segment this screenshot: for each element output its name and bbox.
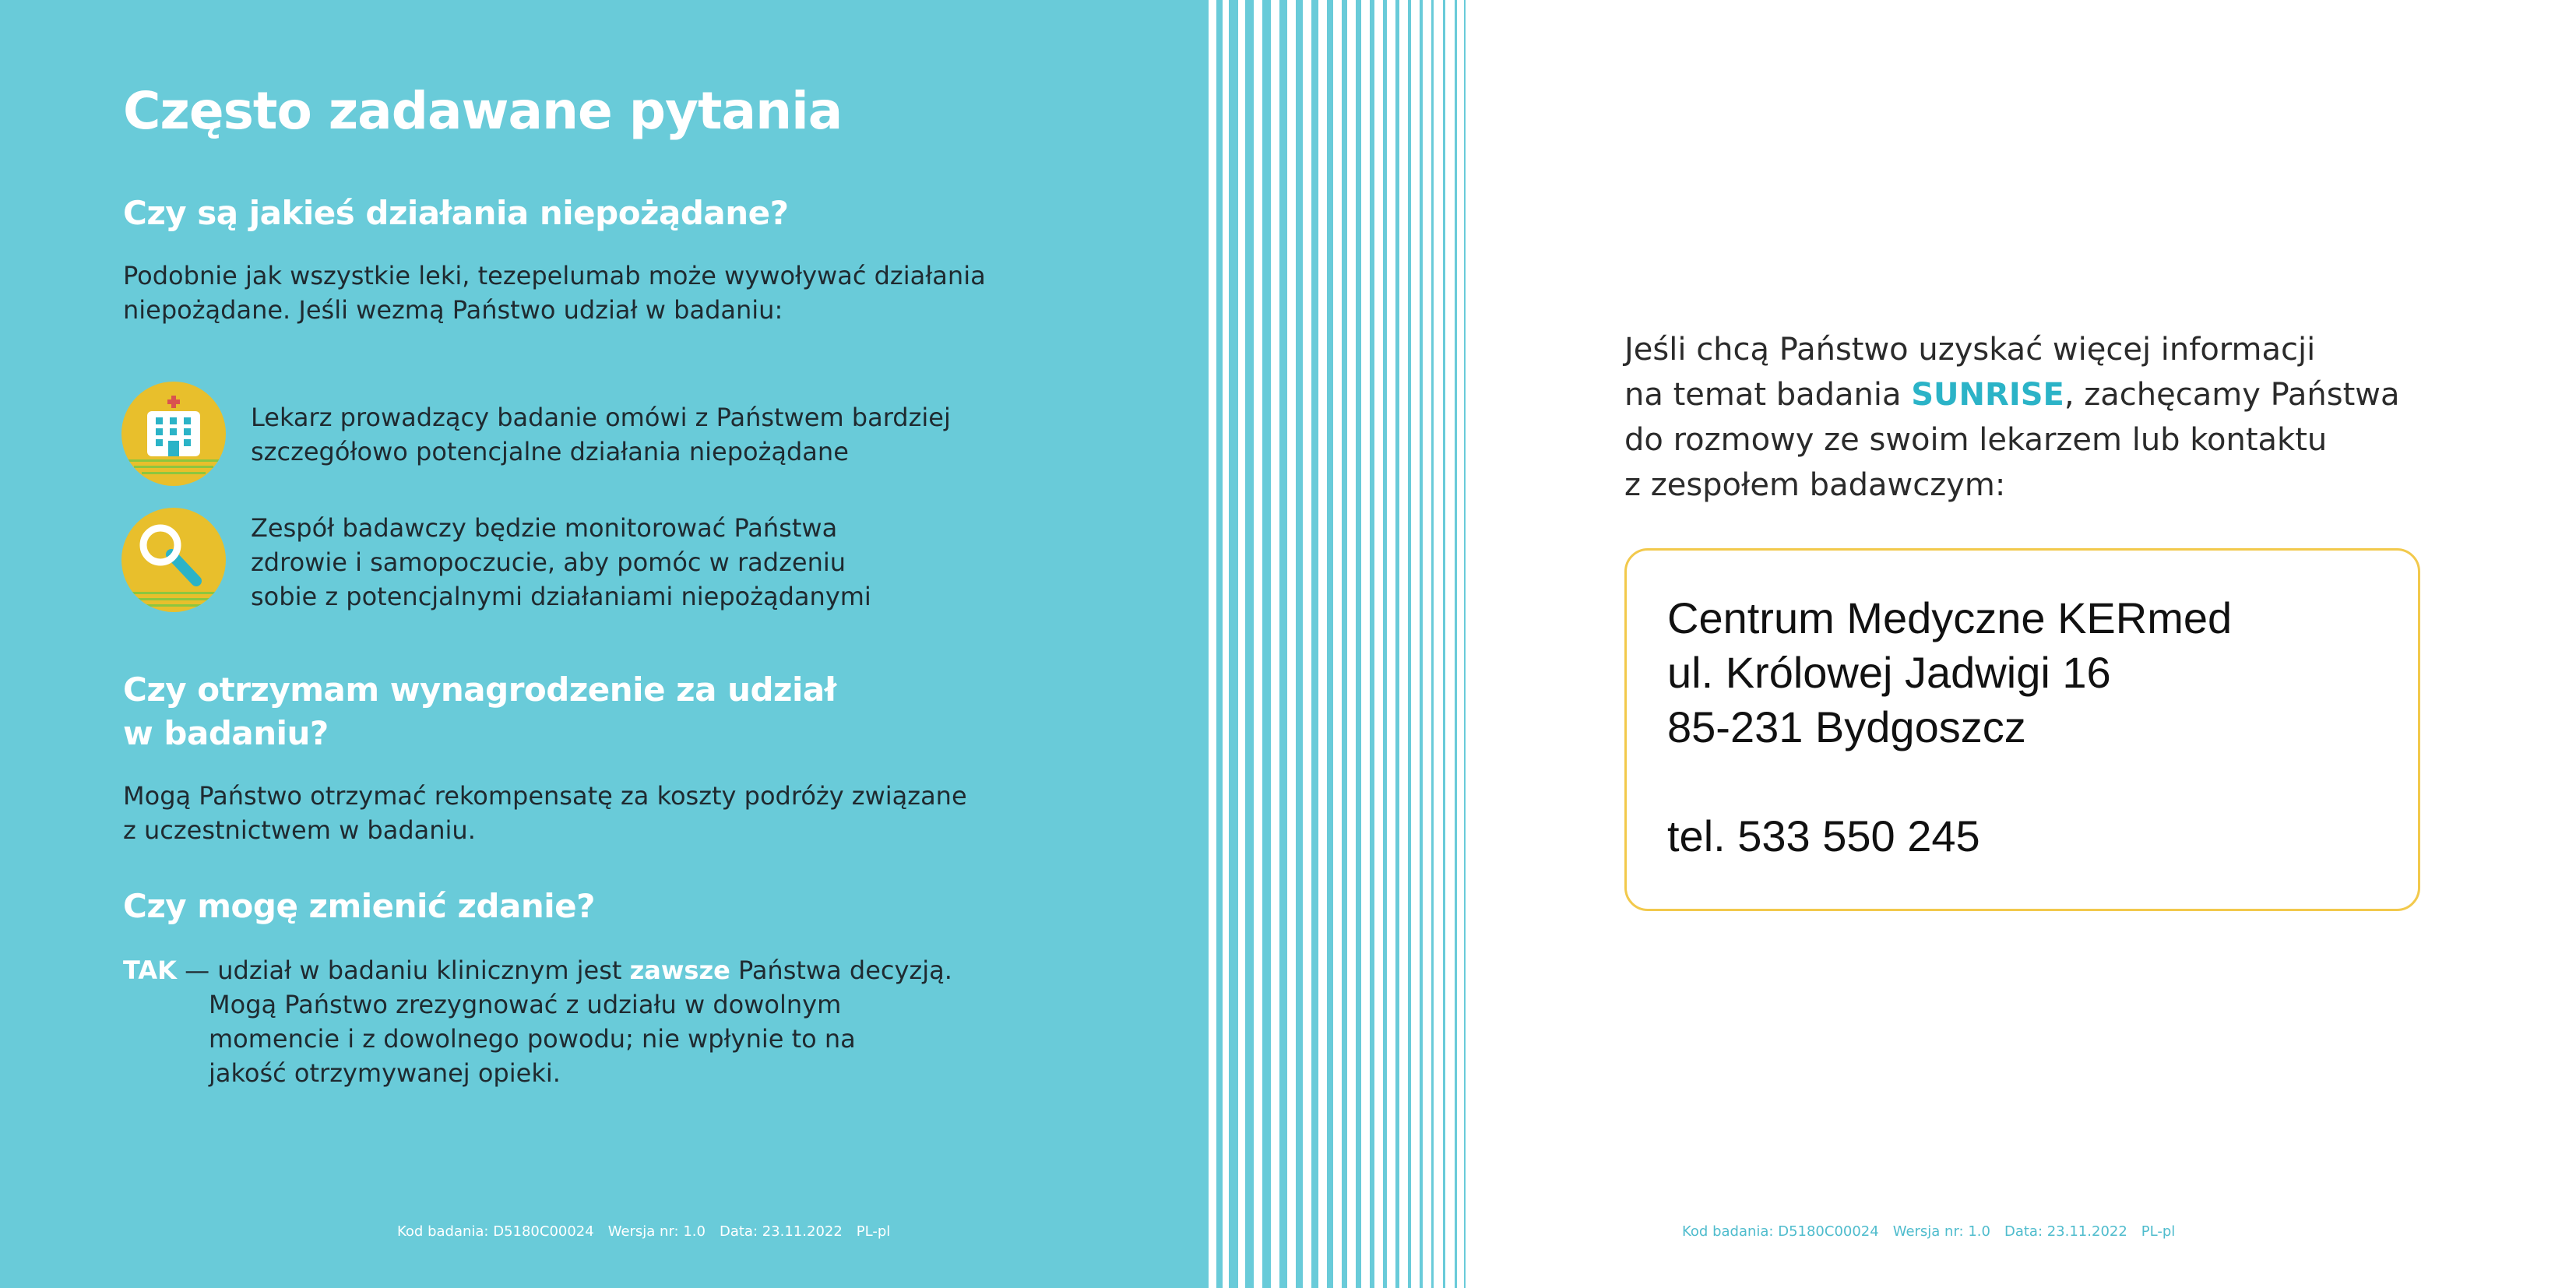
- footer-left: [397, 1223, 904, 1240]
- contact-city: 85-231 Bydgoszcz: [1667, 702, 2026, 751]
- footer-date: Data: 23.11.2022: [2004, 1223, 2127, 1240]
- answer-line: Mogą Państwo otrzymać rekompensatę za koszty podróży związane: [123, 781, 967, 811]
- info-paragraph: [1624, 327, 2400, 508]
- list-item-line: zdrowie i samopoczucie, aby pomóc w radzeniu: [251, 547, 846, 577]
- study-name-highlight: SUNRISE: [1911, 377, 2064, 413]
- answer-emphasis: zawsze: [629, 955, 730, 985]
- answer-text: Państwa decyzją.: [730, 955, 952, 985]
- answer-line: Mogą Państwo zrezygnować z udziału w dowolnym: [209, 990, 842, 1019]
- answer-first-line: [123, 953, 952, 987]
- info-line: do rozmowy ze swoim lekarzem lub kontaktu: [1624, 422, 2328, 458]
- hospital-icon: [121, 382, 229, 489]
- list-item-line: Zespół badawczy będzie monitorować Państwa: [251, 513, 838, 543]
- info-line: Jeśli chcą Państwo uzyskać więcej informacji: [1624, 332, 2316, 368]
- contact-box: [1624, 548, 2420, 911]
- contact-name: Centrum Medyczne KERmed: [1667, 593, 2233, 642]
- info-line: , zachęcamy Państwa: [2064, 377, 2400, 413]
- info-line: z zespołem badawczym:: [1624, 467, 2006, 503]
- footer-version: Wersja nr: 1.0: [607, 1223, 706, 1240]
- yes-label: TAK: [123, 955, 177, 985]
- footer-study-code: Kod badania: D5180C00024: [397, 1223, 594, 1240]
- question-change-mind: Czy mogę zmienić zdanie?: [123, 887, 595, 925]
- dash: —: [176, 955, 218, 985]
- answer-line: momencie i z dowolnego powodu; nie wpłynie to na: [209, 1024, 856, 1054]
- footer-right: [1682, 1223, 2189, 1240]
- magnifier-icon: [121, 508, 229, 615]
- list-item-line: szczegółowo potencjalne działania niepożądane: [251, 437, 849, 466]
- footer-version: Wersja nr: 1.0: [1892, 1223, 1990, 1240]
- footer-study-code: Kod badania: D5180C00024: [1682, 1223, 1879, 1240]
- answer-text: udział w badaniu klinicznym jest: [217, 955, 630, 985]
- footer-locale: PL-pl: [856, 1223, 891, 1240]
- answer-line: z uczestnictwem w badaniu.: [123, 815, 476, 845]
- question-side-effects: Czy są jakieś działania niepożądane?: [123, 194, 789, 232]
- list-item-line: Lekarz prowadzący badanie omówi z Państwem bardziej: [251, 403, 951, 432]
- list-item-line: sobie z potencjalnymi działaniami niepożądanymi: [251, 582, 871, 611]
- footer-locale: PL-pl: [2141, 1223, 2176, 1240]
- question-line: Czy otrzymam wynagrodzenie za udział: [123, 670, 836, 709]
- page-title: Często zadawane pytania: [123, 81, 843, 141]
- footer-date: Data: 23.11.2022: [719, 1223, 843, 1240]
- contact-phone: tel. 533 550 245: [1667, 811, 1980, 860]
- contact-street: ul. Królowej Jadwigi 16: [1667, 648, 2111, 697]
- answer-line: jakość otrzymywanej opieki.: [209, 1058, 561, 1088]
- info-line: na temat badania: [1624, 377, 1912, 413]
- intro-line: niepożądane. Jeśli wezmą Państwo udział w badaniu:: [123, 295, 783, 325]
- question-line: w badaniu?: [123, 714, 329, 752]
- intro-line: Podobnie jak wszystkie leki, tezepelumab może wywoływać działania: [123, 261, 986, 290]
